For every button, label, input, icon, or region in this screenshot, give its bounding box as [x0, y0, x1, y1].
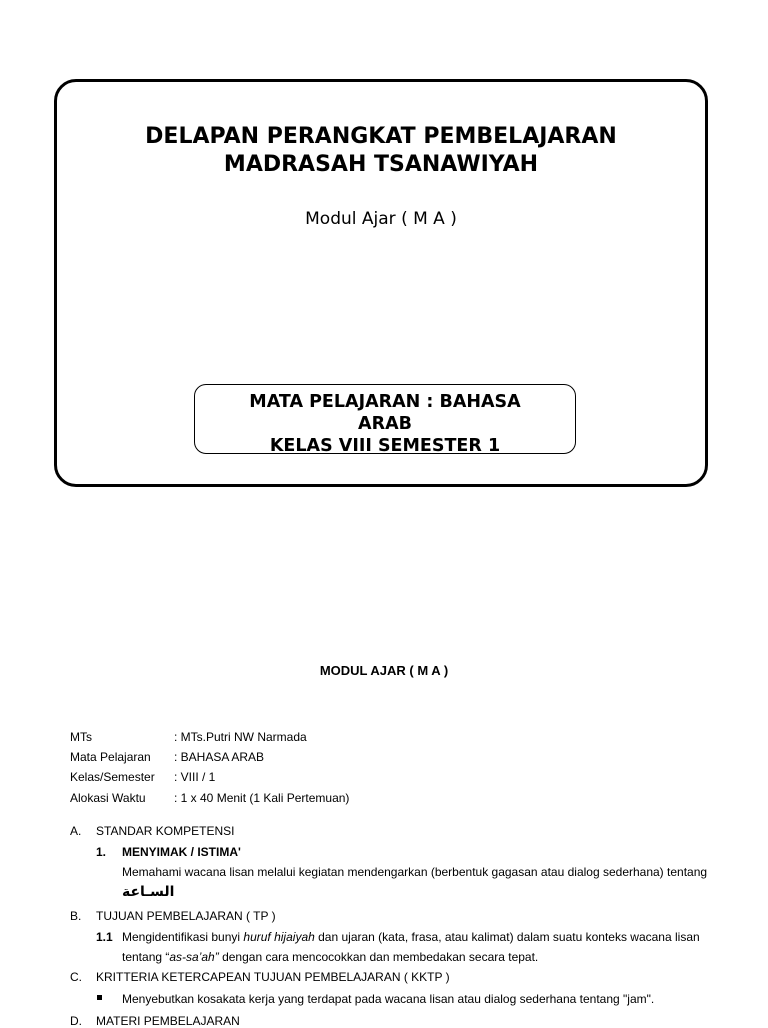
cover-title-line1: DELAPAN PERANGKAT PEMBELAJARAN — [145, 124, 617, 149]
subject-line3: KELAS VIII SEMESTER 1 — [269, 436, 501, 454]
section-a-item-text: Memahami wacana lisan melalui kegiatan mendengarkan (berbentuk gagasan atau dialog sederhana) tentang — [122, 865, 708, 879]
section-c-bullet-text: Menyebutkan kosakata kerja yang terdapat pada wacana lisan atau dialog sederhana tentang "jam". — [122, 992, 655, 1006]
info-row-time — [70, 791, 349, 805]
info-row-mts — [70, 730, 307, 744]
cover-box — [54, 79, 708, 487]
section-c-letter: C. — [70, 970, 82, 984]
info-label: Mata Pelajaran — [70, 750, 151, 764]
section-a-item-title: MENYIMAK / ISTIMA' — [122, 845, 241, 859]
section-b-item-text-line2 — [122, 950, 538, 964]
document-heading: MODUL AJAR ( M A ) — [319, 663, 449, 678]
section-b-letter: B. — [70, 909, 82, 923]
section-a-title: STANDAR KOMPETENSI — [96, 824, 235, 838]
section-a-arabic: السـاعة — [122, 884, 175, 900]
info-label: Kelas/Semester — [70, 770, 155, 784]
text-part: tentang “ — [122, 950, 170, 964]
section-d-title: MATERI PEMBELAJARAN — [96, 1014, 240, 1028]
info-label: MTs — [70, 730, 92, 744]
info-value: : MTs.Putri NW Narmada — [174, 730, 307, 744]
text-italic: as-sa’ah” — [169, 950, 219, 964]
info-label: Alokasi Waktu — [70, 791, 146, 805]
text-italic: huruf hijaiyah — [243, 930, 315, 944]
subject-line1: MATA PELAJARAN : BAHASA — [249, 392, 521, 412]
cover-subtitle: Modul Ajar ( M A ) — [305, 209, 457, 229]
text-part: dengan cara mencocokkan dan membedakan secara tepat. — [218, 950, 539, 964]
cover-title — [57, 123, 705, 179]
section-a-letter: A. — [70, 824, 82, 838]
section-a-item-number: 1. — [96, 845, 107, 859]
subject-box — [194, 384, 576, 454]
info-value: : 1 x 40 Menit (1 Kali Pertemuan) — [174, 791, 350, 805]
info-value: : BAHASA ARAB — [174, 750, 265, 764]
subject-line2: ARAB — [358, 414, 412, 434]
cover-title-line2: MADRASAH TSANAWIYAH — [223, 152, 539, 177]
section-c-title: KRITTERIA KETERCAPEAN TUJUAN PEMBELAJARAN ( KKTP ) — [96, 970, 450, 984]
section-b-title: TUJUAN PEMBELAJARAN ( TP ) — [96, 909, 276, 923]
section-d-letter: D. — [70, 1014, 82, 1028]
section-b-item-text — [122, 930, 700, 944]
info-row-class — [70, 770, 215, 784]
section-b-item-number: 1.1 — [96, 930, 113, 944]
info-row-subject — [70, 750, 264, 764]
text-part: Mengidentifikasi bunyi — [122, 930, 244, 944]
info-value: : VIII / 1 — [174, 770, 216, 784]
bullet-icon — [97, 995, 102, 1000]
text-part: dan ujaran (kata, frasa, atau kalimat) dalam suatu konteks wacana lisan — [314, 930, 700, 944]
